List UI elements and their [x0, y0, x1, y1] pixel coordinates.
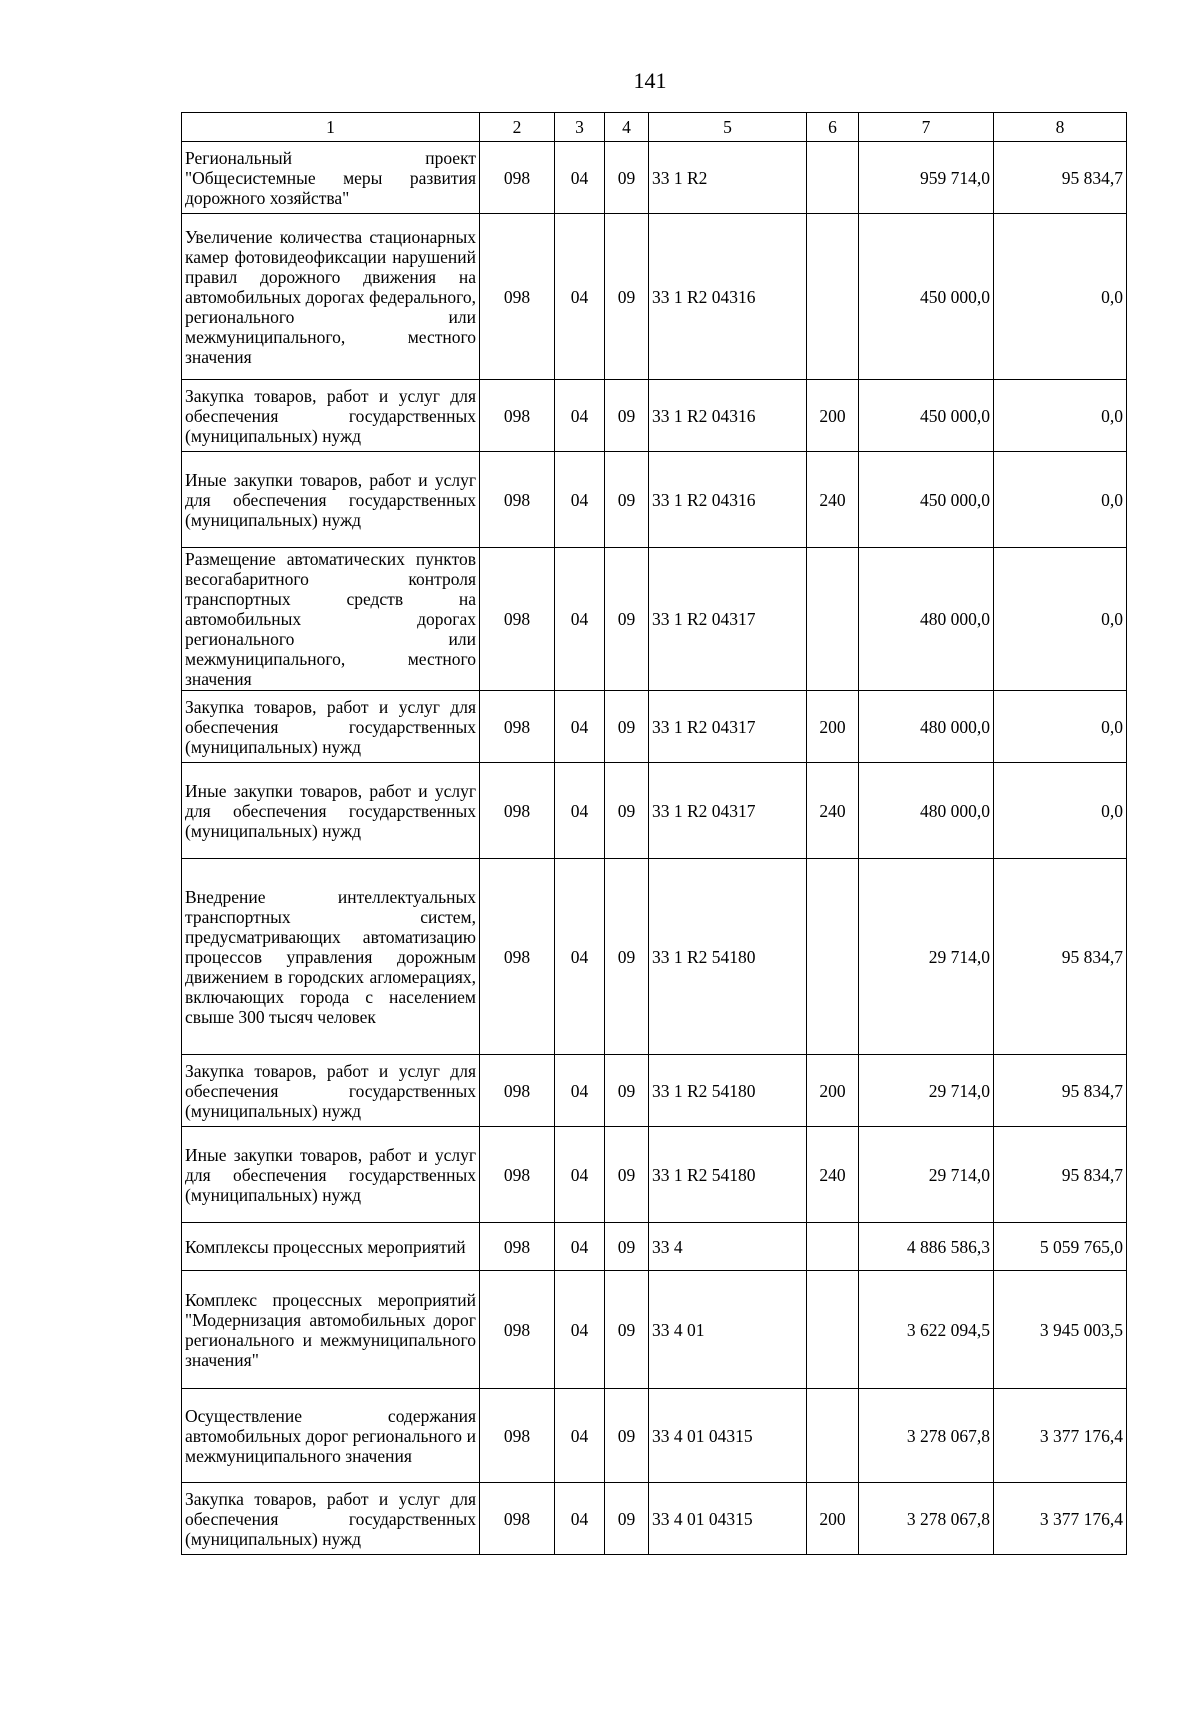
- cell-amount-year2: 3 377 176,4: [994, 1483, 1127, 1555]
- cell-subsection: 09: [605, 1389, 649, 1483]
- cell-expense-type: [807, 142, 859, 214]
- cell-target-article: 33 1 R2 04317: [649, 691, 807, 763]
- cell-subsection: 09: [605, 1055, 649, 1127]
- cell-amount-year1: 29 714,0: [859, 1127, 994, 1223]
- cell-code-ministry: 098: [480, 763, 555, 859]
- cell-expense-type: [807, 859, 859, 1055]
- table-row: [182, 859, 1127, 1055]
- cell-code-ministry: 098: [480, 380, 555, 452]
- cell-amount-year2: 0,0: [994, 763, 1127, 859]
- cell-amount-year1: 4 886 586,3: [859, 1223, 994, 1271]
- cell-section: 04: [555, 1223, 605, 1271]
- cell-section: 04: [555, 763, 605, 859]
- column-header-1: 1: [182, 113, 480, 142]
- cell-amount-year2: 95 834,7: [994, 859, 1127, 1055]
- cell-name: Иные закупки товаров, работ и услуг для обеспечения государственных (муниципальных) нужд: [182, 1127, 480, 1223]
- cell-target-article: 33 1 R2 04316: [649, 380, 807, 452]
- cell-expense-type: [807, 1223, 859, 1271]
- cell-name: Комплекс процессных мероприятий "Модернизация автомобильных дорог регионального и межмуниципального значения": [182, 1271, 480, 1389]
- cell-amount-year2: 95 834,7: [994, 1127, 1127, 1223]
- cell-target-article: 33 4 01: [649, 1271, 807, 1389]
- table-row: [182, 1271, 1127, 1389]
- page-number: 141: [633, 68, 667, 93]
- cell-subsection: 09: [605, 452, 649, 548]
- table-row: [182, 1223, 1127, 1271]
- cell-amount-year2: 0,0: [994, 452, 1127, 548]
- cell-section: 04: [555, 142, 605, 214]
- cell-subsection: 09: [605, 691, 649, 763]
- cell-subsection: 09: [605, 1483, 649, 1555]
- cell-name: Региональный проект "Общесистемные меры развития дорожного хозяйства": [182, 142, 480, 214]
- cell-expense-type: [807, 1389, 859, 1483]
- cell-amount-year2: 0,0: [994, 214, 1127, 380]
- cell-code-ministry: 098: [480, 1055, 555, 1127]
- cell-amount-year1: 480 000,0: [859, 691, 994, 763]
- cell-expense-type: 200: [807, 691, 859, 763]
- cell-code-ministry: 098: [480, 548, 555, 691]
- cell-section: 04: [555, 691, 605, 763]
- cell-expense-type: 200: [807, 1055, 859, 1127]
- cell-target-article: 33 1 R2: [649, 142, 807, 214]
- cell-expense-type: 200: [807, 380, 859, 452]
- cell-code-ministry: 098: [480, 1483, 555, 1555]
- cell-section: 04: [555, 1055, 605, 1127]
- cell-expense-type: 240: [807, 452, 859, 548]
- cell-amount-year2: 95 834,7: [994, 142, 1127, 214]
- column-header-2: 2: [480, 113, 555, 142]
- column-header-5: 5: [649, 113, 807, 142]
- table-row: [182, 142, 1127, 214]
- table-row: [182, 763, 1127, 859]
- table-row: [182, 691, 1127, 763]
- column-header-6: 6: [807, 113, 859, 142]
- cell-name: Комплексы процессных мероприятий: [182, 1223, 480, 1271]
- cell-target-article: 33 1 R2 54180: [649, 1127, 807, 1223]
- cell-expense-type: [807, 548, 859, 691]
- cell-section: 04: [555, 452, 605, 548]
- cell-amount-year2: 3 945 003,5: [994, 1271, 1127, 1389]
- table-row: [182, 380, 1127, 452]
- cell-amount-year1: 29 714,0: [859, 859, 994, 1055]
- cell-section: 04: [555, 214, 605, 380]
- cell-amount-year1: 450 000,0: [859, 380, 994, 452]
- table-row: [182, 1483, 1127, 1555]
- table-row: [182, 1055, 1127, 1127]
- cell-target-article: 33 1 R2 54180: [649, 1055, 807, 1127]
- table-row: [182, 452, 1127, 548]
- table-header-row: [182, 113, 1127, 142]
- cell-target-article: 33 1 R2 04317: [649, 763, 807, 859]
- cell-amount-year1: 450 000,0: [859, 214, 994, 380]
- table-row: [182, 1389, 1127, 1483]
- cell-expense-type: 240: [807, 1127, 859, 1223]
- cell-amount-year2: 95 834,7: [994, 1055, 1127, 1127]
- cell-subsection: 09: [605, 1127, 649, 1223]
- cell-amount-year1: 480 000,0: [859, 763, 994, 859]
- cell-amount-year1: 959 714,0: [859, 142, 994, 214]
- table-row: [182, 1127, 1127, 1223]
- column-header-4: 4: [605, 113, 649, 142]
- cell-target-article: 33 1 R2 04317: [649, 548, 807, 691]
- cell-amount-year2: 5 059 765,0: [994, 1223, 1127, 1271]
- table-body: [182, 142, 1127, 1555]
- cell-amount-year2: 3 377 176,4: [994, 1389, 1127, 1483]
- column-header-8: 8: [994, 113, 1127, 142]
- column-header-7: 7: [859, 113, 994, 142]
- cell-target-article: 33 1 R2 04316: [649, 452, 807, 548]
- cell-name: Внедрение интеллектуальных транспортных систем, предусматривающих автоматизацию процессов управления дорожным движением в городских агломерациях, включающих города с населением свыше 300 тысяч человек: [182, 859, 480, 1055]
- table-row: [182, 548, 1127, 691]
- cell-section: 04: [555, 1483, 605, 1555]
- budget-table: [181, 112, 1127, 1555]
- cell-code-ministry: 098: [480, 452, 555, 548]
- cell-section: 04: [555, 548, 605, 691]
- cell-target-article: 33 4 01 04315: [649, 1483, 807, 1555]
- cell-name: Иные закупки товаров, работ и услуг для обеспечения государственных (муниципальных) нужд: [182, 452, 480, 548]
- cell-name: Иные закупки товаров, работ и услуг для обеспечения государственных (муниципальных) нужд: [182, 763, 480, 859]
- cell-subsection: 09: [605, 548, 649, 691]
- cell-code-ministry: 098: [480, 214, 555, 380]
- cell-amount-year2: 0,0: [994, 548, 1127, 691]
- cell-amount-year1: 3 278 067,8: [859, 1483, 994, 1555]
- cell-section: 04: [555, 380, 605, 452]
- cell-subsection: 09: [605, 763, 649, 859]
- cell-code-ministry: 098: [480, 691, 555, 763]
- table-row: [182, 214, 1127, 380]
- cell-name: Закупка товаров, работ и услуг для обеспечения государственных (муниципальных) нужд: [182, 380, 480, 452]
- cell-amount-year1: 450 000,0: [859, 452, 994, 548]
- cell-name: Осуществление содержания автомобильных дорог регионального и межмуниципального значения: [182, 1389, 480, 1483]
- cell-section: 04: [555, 859, 605, 1055]
- cell-name: Закупка товаров, работ и услуг для обеспечения государственных (муниципальных) нужд: [182, 691, 480, 763]
- cell-subsection: 09: [605, 142, 649, 214]
- cell-expense-type: [807, 1271, 859, 1389]
- cell-amount-year1: 3 622 094,5: [859, 1271, 994, 1389]
- cell-amount-year2: 0,0: [994, 691, 1127, 763]
- column-header-3: 3: [555, 113, 605, 142]
- cell-target-article: 33 1 R2 54180: [649, 859, 807, 1055]
- cell-name: Размещение автоматических пунктов весогабаритного контроля транспортных средств на автомобильных дорогах регионального или межмуниципального, местного значения: [182, 548, 480, 691]
- cell-section: 04: [555, 1389, 605, 1483]
- cell-name: Закупка товаров, работ и услуг для обеспечения государственных (муниципальных) нужд: [182, 1483, 480, 1555]
- cell-code-ministry: 098: [480, 1271, 555, 1389]
- cell-code-ministry: 098: [480, 142, 555, 214]
- cell-amount-year1: 29 714,0: [859, 1055, 994, 1127]
- cell-target-article: 33 4: [649, 1223, 807, 1271]
- cell-section: 04: [555, 1127, 605, 1223]
- cell-amount-year1: 480 000,0: [859, 548, 994, 691]
- cell-expense-type: [807, 214, 859, 380]
- cell-code-ministry: 098: [480, 1223, 555, 1271]
- cell-target-article: 33 4 01 04315: [649, 1389, 807, 1483]
- cell-name: Закупка товаров, работ и услуг для обеспечения государственных (муниципальных) нужд: [182, 1055, 480, 1127]
- cell-expense-type: 200: [807, 1483, 859, 1555]
- cell-subsection: 09: [605, 214, 649, 380]
- cell-amount-year1: 3 278 067,8: [859, 1389, 994, 1483]
- cell-subsection: 09: [605, 1271, 649, 1389]
- cell-subsection: 09: [605, 380, 649, 452]
- cell-code-ministry: 098: [480, 1389, 555, 1483]
- cell-expense-type: 240: [807, 763, 859, 859]
- cell-code-ministry: 098: [480, 859, 555, 1055]
- cell-subsection: 09: [605, 859, 649, 1055]
- cell-amount-year2: 0,0: [994, 380, 1127, 452]
- cell-subsection: 09: [605, 1223, 649, 1271]
- cell-code-ministry: 098: [480, 1127, 555, 1223]
- cell-section: 04: [555, 1271, 605, 1389]
- cell-target-article: 33 1 R2 04316: [649, 214, 807, 380]
- cell-name: Увеличение количества стационарных камер фотовидеофиксации нарушений правил дорожного движения на автомобильных дорогах федерального, регионального или межмуниципального, местного значения: [182, 214, 480, 380]
